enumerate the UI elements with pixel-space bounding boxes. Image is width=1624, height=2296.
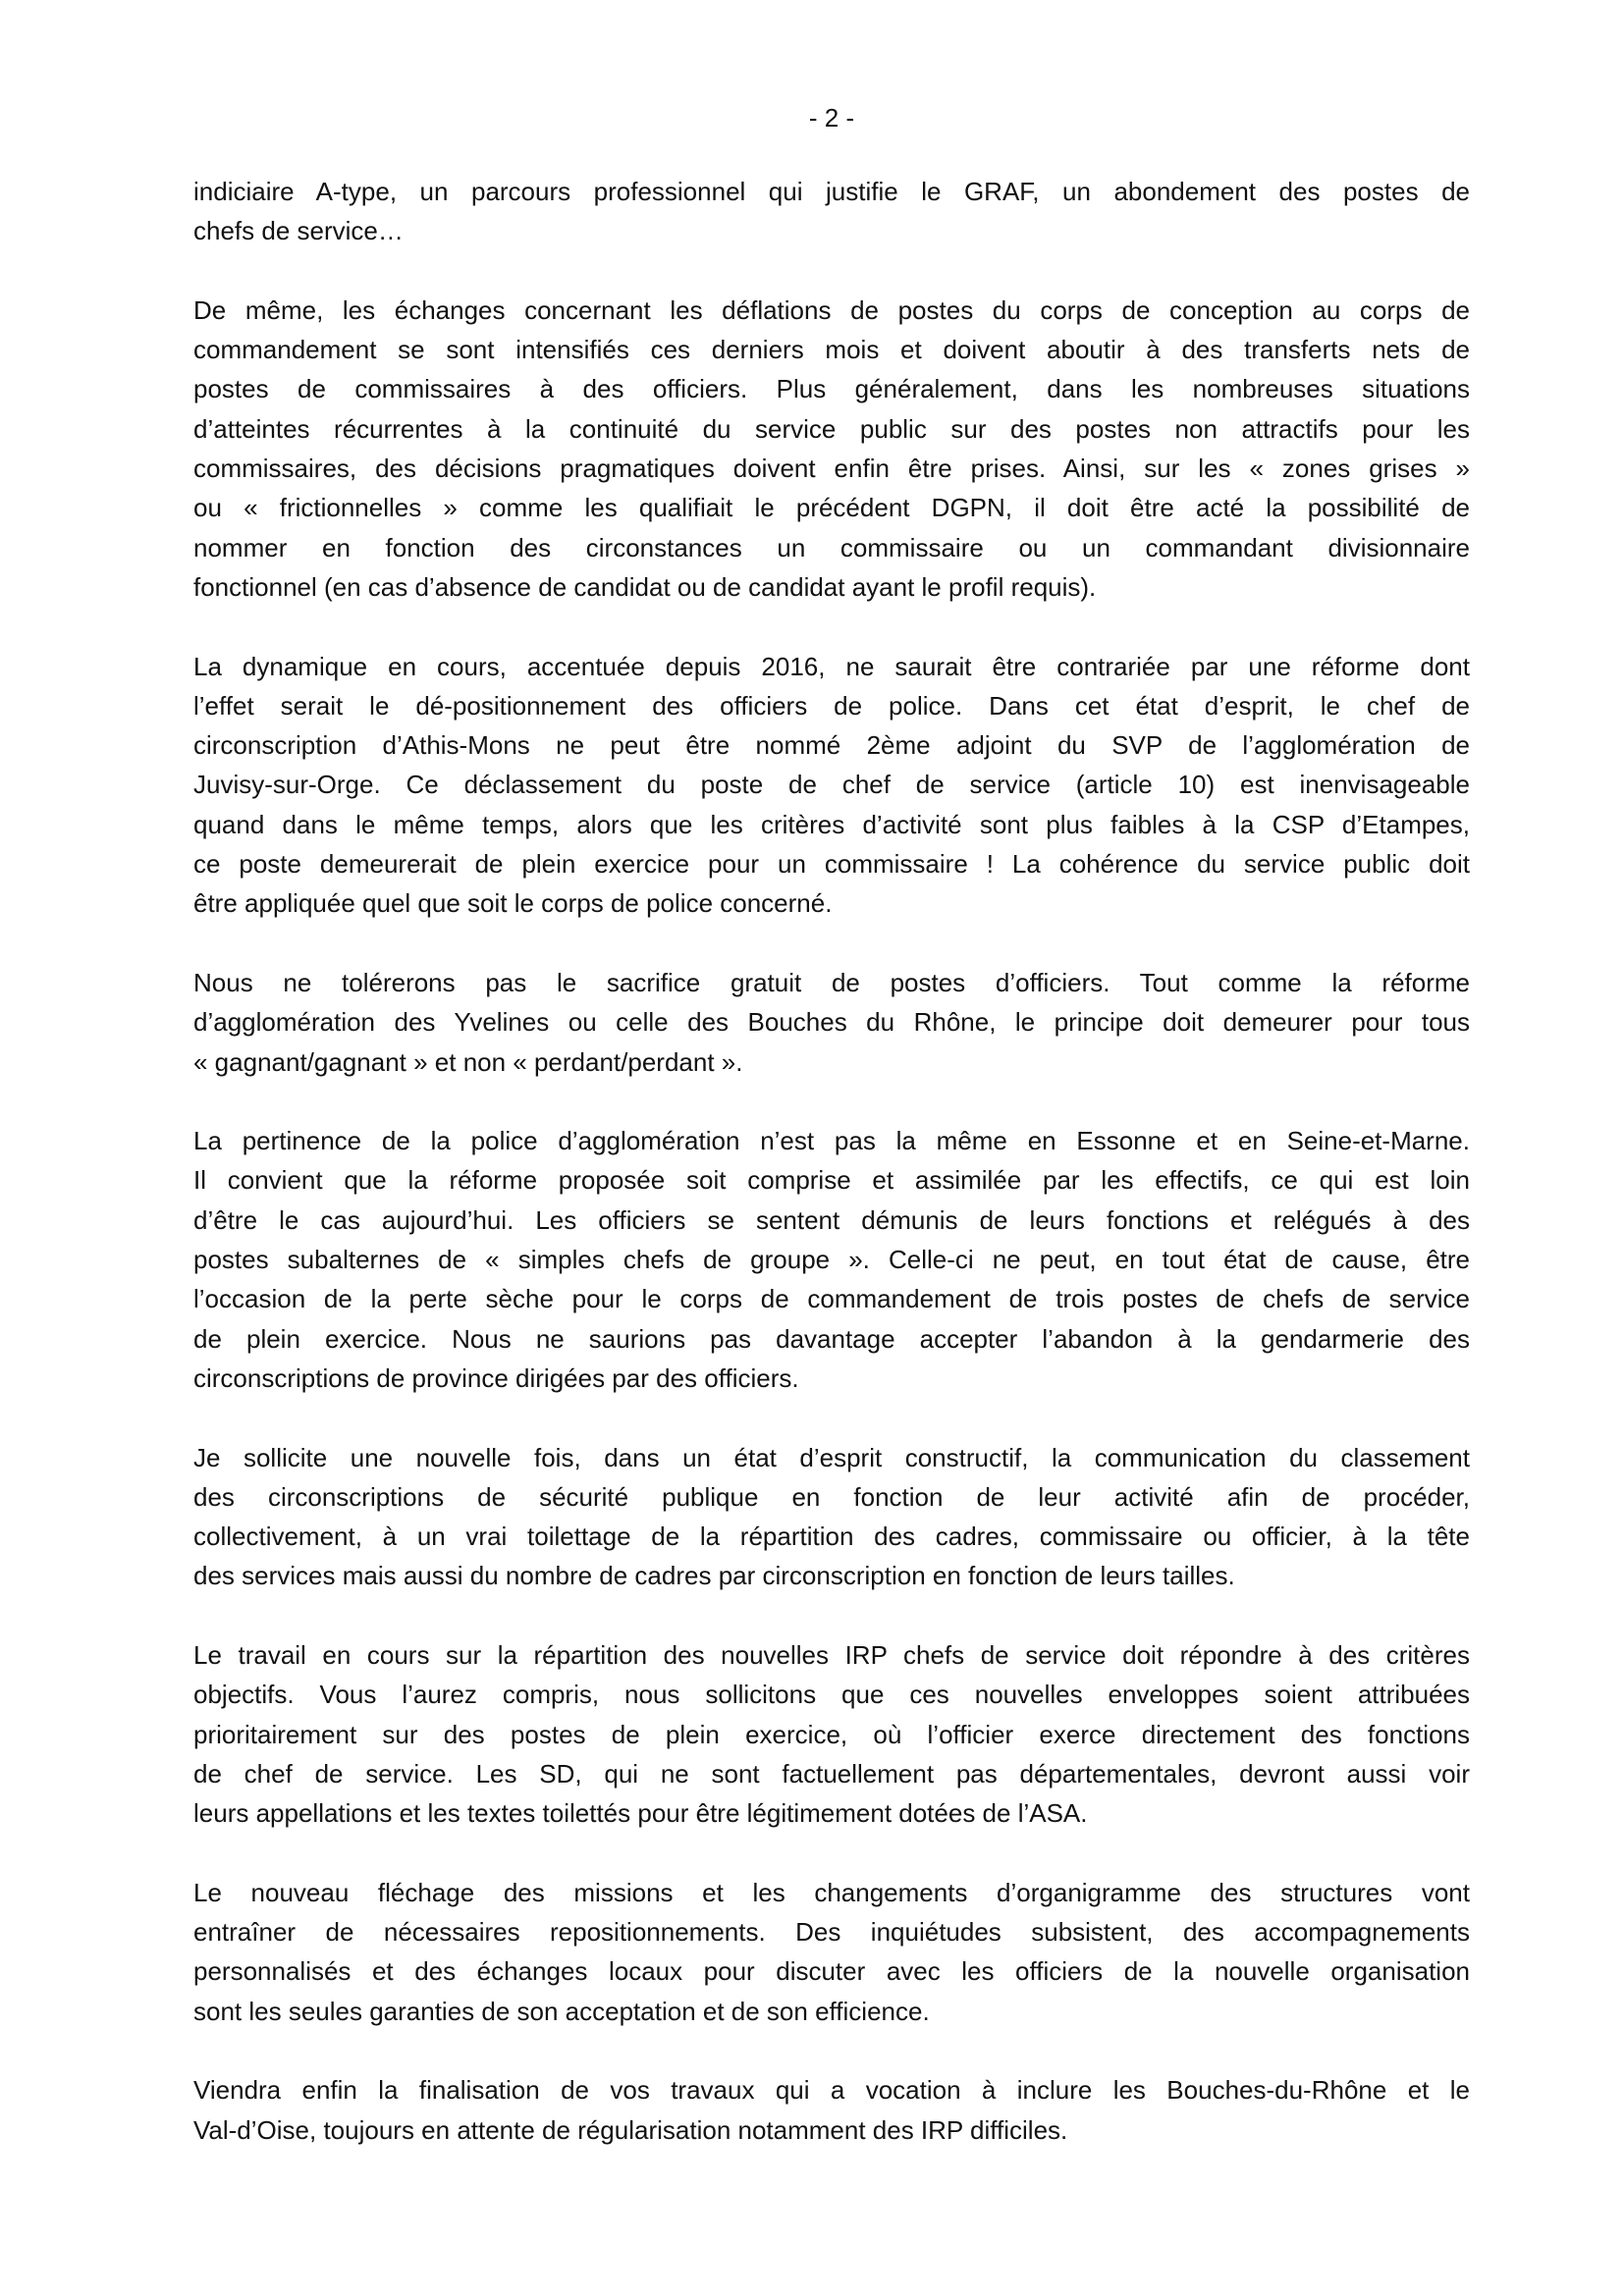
text-line: d’être le cas aujourd’hui. Les officiers se sentent démunis de leurs fonctions et relégués à des [193, 1204, 1470, 1235]
text-line: postes de commissaires à des officiers. Plus généralement, dans les nombreuses situations [193, 374, 1470, 404]
text-line: leurs appellations et les textes toilettés pour être légitimement dotées de l’ASA. [193, 1798, 1088, 1829]
text-line: ce poste demeurerait de plein exercice pour un commissaire ! La cohérence du service public doit [193, 849, 1470, 880]
text-line: fonctionnel (en cas d’absence de candidat ou de candidat ayant le profil requis). [193, 571, 1097, 602]
text-line: commandement se sont intensifiés ces derniers mois et doivent aboutir à des transferts nets de [193, 335, 1470, 365]
text-line: prioritairement sur des postes de plein exercice, où l’officier exerce directement des fonctions [193, 1719, 1470, 1749]
text-line: De même, les échanges concernant les déflations de postes du corps de conception au corps de [193, 294, 1470, 325]
text-line: l’effet serait le dé-positionnement des officiers de police. Dans cet état d’esprit, le chef de [193, 690, 1470, 721]
text-line: objectifs. Vous l’aurez compris, nous sollicitons que ces nouvelles enveloppes soient attribuées [193, 1680, 1470, 1710]
paragraph-9 [193, 2070, 1470, 2150]
paragraph-3 [193, 647, 1470, 924]
text-line: d’agglomération des Yvelines ou celle des Bouches du Rhône, le principe doit demeurer pour tous [193, 1007, 1470, 1038]
text-line: Juvisy-sur-Orge. Ce déclassement du poste de chef de service (article 10) est inenvisageable [193, 770, 1470, 800]
paragraph-1 [193, 172, 1470, 251]
text-line: Val-d’Oise, toujours en attente de régularisation notamment des IRP difficiles. [193, 2114, 1068, 2145]
text-line: ou « frictionnelles » comme les qualifiait le précédent DGPN, il doit être acté la possibilité de [193, 493, 1470, 523]
text-line: Le nouveau fléchage des missions et les changements d’organigramme des structures vont [193, 1877, 1470, 1907]
text-line: « gagnant/gagnant » et non « perdant/perdant ». [193, 1046, 743, 1077]
text-line: de plein exercice. Nous ne saurions pas davantage accepter l’abandon à la gendarmerie des [193, 1323, 1470, 1354]
page-number: - 2 - [808, 103, 855, 133]
text-line: des circonscriptions de sécurité publique en fonction de leur activité afin de procéder, [193, 1481, 1470, 1512]
text-line: entraîner de nécessaires repositionnements. Des inquiétudes subsistent, des accompagnements [193, 1917, 1470, 1948]
paragraph-4 [193, 963, 1470, 1082]
text-line: circonscription d’Athis-Mons ne peut être nommé 2ème adjoint du SVP de l’agglomération de [193, 730, 1470, 761]
paragraph-2 [193, 291, 1470, 607]
text-line: quand dans le même temps, alors que les critères d’activité sont plus faibles à la CSP d’Etampes, [193, 809, 1470, 839]
text-line: commissaires, des décisions pragmatiques doivent enfin être prises. Ainsi, sur les « zones grises » [193, 454, 1470, 484]
text-line: La pertinence de la police d’agglomération n’est pas la même en Essonne et en Seine-et-Marne. [193, 1126, 1470, 1156]
text-line: indiciaire A-type, un parcours professionnel qui justifie le GRAF, un abondement des postes de [193, 177, 1470, 206]
text-line: de chef de service. Les SD, qui ne sont factuellement pas départementales, devront aussi voir [193, 1758, 1470, 1789]
paragraph-7 [193, 1635, 1470, 1833]
paragraph-5 [193, 1121, 1470, 1398]
text-line: circonscriptions de province dirigées par des officiers. [193, 1362, 799, 1393]
text-line: être appliquée quel que soit le corps de police concerné. [193, 888, 833, 919]
paragraph-6 [193, 1438, 1470, 1596]
text-line: Viendra enfin la finalisation de vos travaux qui a vocation à inclure les Bouches-du-Rhône et le [193, 2075, 1470, 2106]
text-line: l’occasion de la perte sèche pour le corps de commandement de trois postes de chefs de service [193, 1284, 1470, 1314]
document-body [193, 172, 1470, 2189]
text-line: personnalisés et des échanges locaux pour discuter avec les officiers de la nouvelle organisation [193, 1956, 1470, 1987]
text-line: Je sollicite une nouvelle fois, dans un état d’esprit constructif, la communication du classement [193, 1442, 1470, 1472]
text-line: Nous ne tolérerons pas le sacrifice gratuit de postes d’officiers. Tout comme la réforme [193, 967, 1470, 997]
text-line: postes subalternes de « simples chefs de groupe ». Celle-ci ne peut, en tout état de cause, être [193, 1245, 1470, 1275]
paragraph-8 [193, 1873, 1470, 2031]
text-line: d’atteintes récurrentes à la continuité du service public sur des postes non attractifs pour les [193, 413, 1470, 444]
text-line: collectivement, à un vrai toilettage de la répartition des cadres, commissaire ou officier, à la tête [193, 1522, 1470, 1552]
text-line: Il convient que la réforme proposée soit comprise et assimilée par les effectifs, ce qui est loin [193, 1165, 1470, 1196]
text-line: chefs de service… [193, 216, 404, 246]
text-line: des services mais aussi du nombre de cadres par circonscription en fonction de leurs tailles. [193, 1561, 1235, 1591]
text-line: La dynamique en cours, accentuée depuis 2016, ne saurait être contrariée par une réforme dont [193, 651, 1470, 681]
text-line: sont les seules garanties de son acceptation et de son efficience. [193, 1996, 930, 2026]
text-line: Le travail en cours sur la répartition des nouvelles IRP chefs de service doit répondre à des critères [193, 1639, 1470, 1670]
text-line: nommer en fonction des circonstances un commissaire ou un commandant divisionnaire [193, 532, 1470, 562]
